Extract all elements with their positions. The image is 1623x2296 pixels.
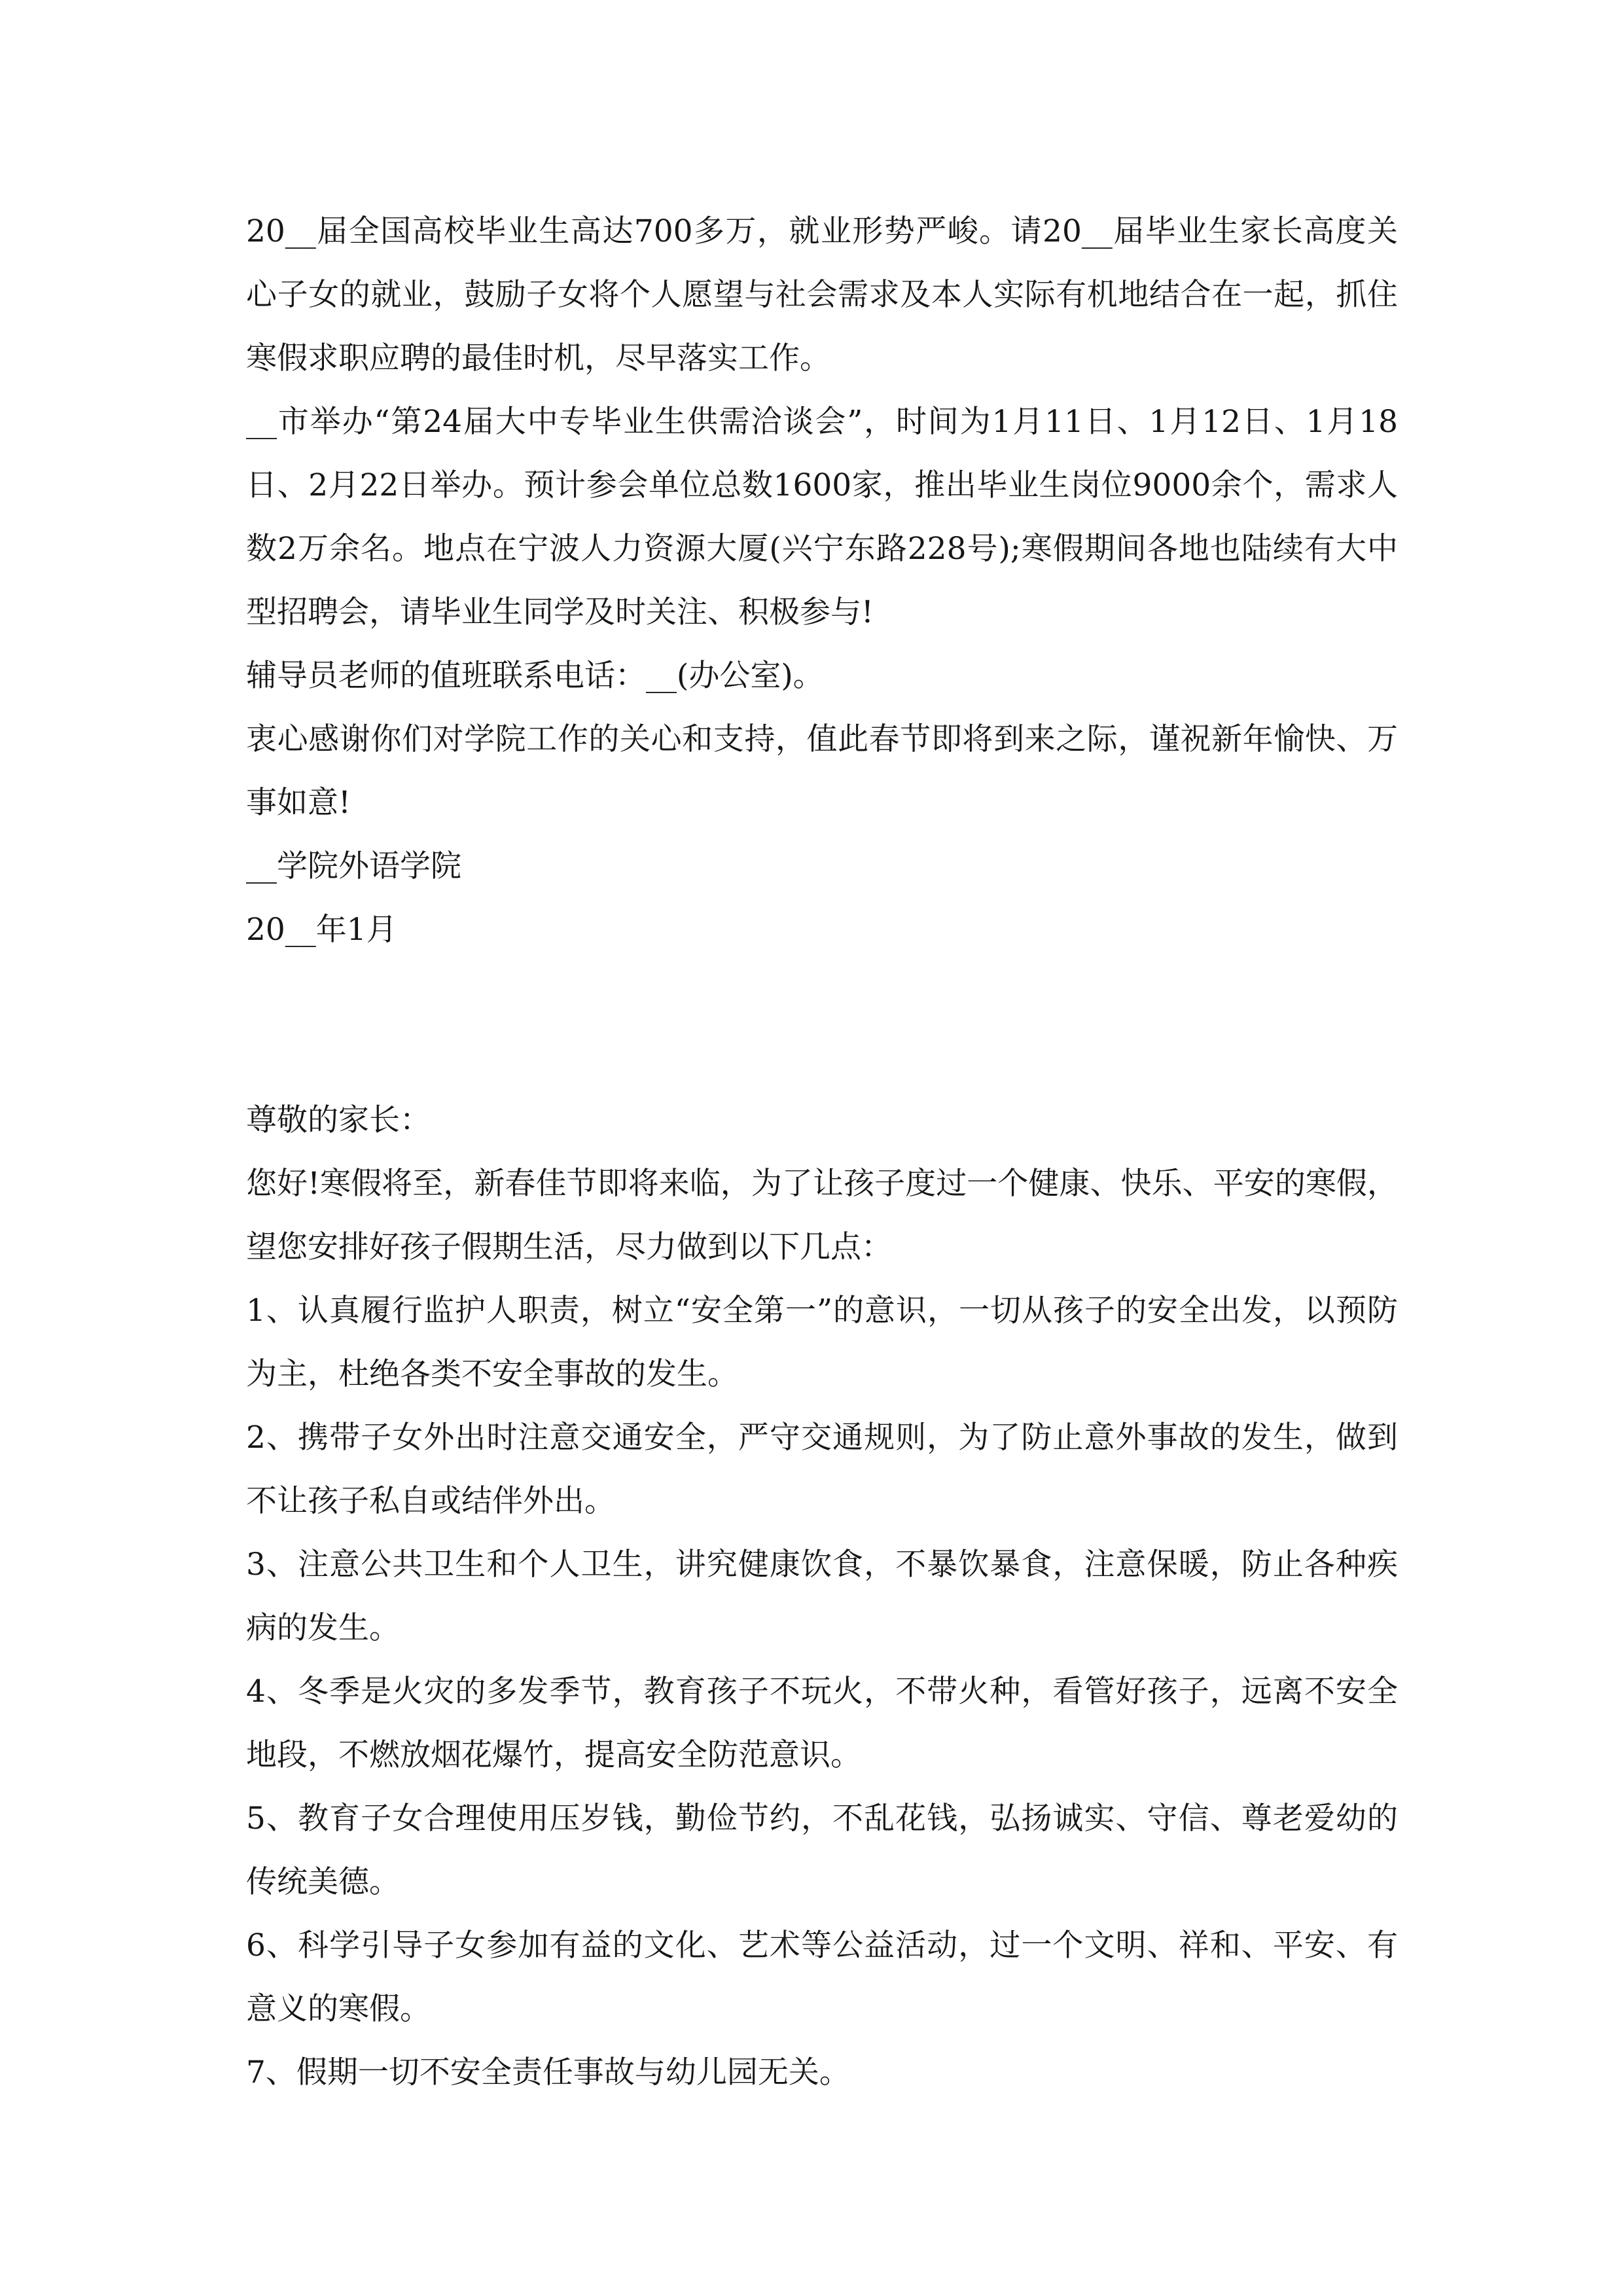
graduate-notice-section [246, 200, 1398, 961]
list-item: 6、科学引导子女参加有益的文化、艺术等公益活动，过一个文明、祥和、平安、有意义的寒假。 [246, 1928, 1398, 2027]
signature-date: 20__年1月 [246, 912, 397, 948]
salutation: 尊敬的家长： [246, 1102, 431, 1138]
employment-paragraph: 20__届全国高校毕业生高达700多万，就业形势严峻。请20__届毕业生家长高度关心子女的就业，鼓励子女将个人愿望与社会需求及本人实际有机地结合在一起，抓住寒假求职应聘的最佳时机，尽早落实工作。 [246, 213, 1398, 376]
list-item: 5、教育子女合理使用压岁钱，勤俭节约，不乱花钱，弘扬诚实、守信、尊老爱幼的传统美德。 [246, 1801, 1398, 1900]
signature-school: __学院外语学院 [246, 848, 461, 884]
intro-paragraph: 您好!寒假将至，新春佳节即将来临，为了让孩子度过一个健康、快乐、平安的寒假，望您安排好孩子假期生活，尽力做到以下几点： [246, 1166, 1398, 1265]
parent-letter-section [246, 1088, 1398, 2104]
list-item: 1、认真履行监护人职责，树立“安全第一”的意识，一切从孩子的安全出发，以预防为主，杜绝各类不安全事故的发生。 [246, 1293, 1398, 1392]
document-body [246, 200, 1398, 2104]
list-item: 3、注意公共卫生和个人卫生，讲究健康饮食，不暴饮暴食，注意保暖，防止各种疾病的发生。 [246, 1547, 1398, 1646]
list-item: 2、携带子女外出时注意交通安全，严守交通规则，为了防止意外事故的发生，做到不让孩子私自或结伴外出。 [246, 1420, 1398, 1519]
job-fair-paragraph: __市举办“第24届大中专毕业生供需洽谈会”，时间为1月11日、1月12日、1月18日、2月22日举办。预计参会单位总数1600家，推出毕业生岗位9000余个，需求人数2万余名。地点在宁波人力资源大厦(兴宁东路228号);寒假期间各地也陆续有大中型招聘会，请毕业生同学及时关注、积极参与! [246, 404, 1398, 630]
counselor-phone-paragraph: 辅导员老师的值班联系电话：__(办公室)。 [246, 658, 824, 694]
list-item: 7、假期一切不安全责任事故与幼儿园无关。 [246, 2054, 850, 2090]
list-item: 4、冬季是火灾的多发季节，教育孩子不玩火，不带火种，看管好孩子，远离不安全地段，不燃放烟花爆竹，提高安全防范意识。 [246, 1674, 1398, 1773]
greeting-paragraph: 衷心感谢你们对学院工作的关心和支持，值此春节即将到来之际，谨祝新年愉快、万事如意! [246, 721, 1398, 821]
section-spacer [246, 961, 1398, 1088]
